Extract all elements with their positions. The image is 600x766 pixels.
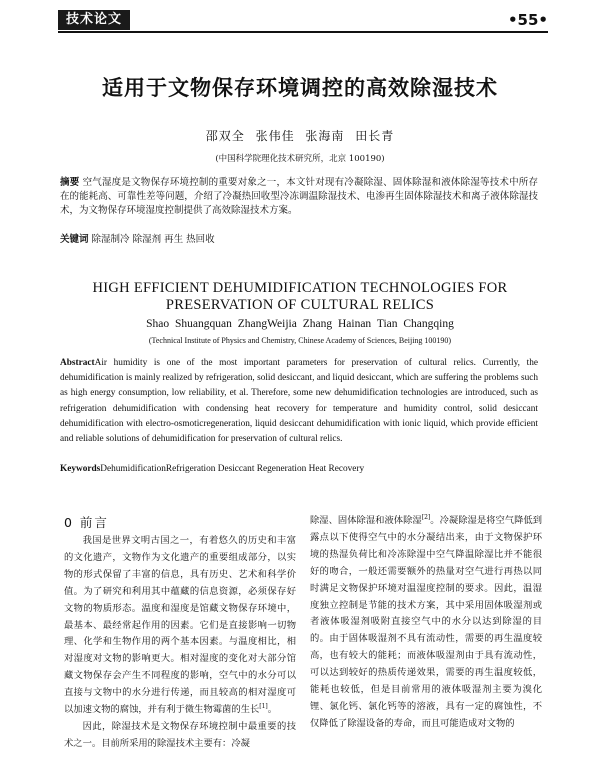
body-text: 除湿、固体除湿和液体除湿 (310, 515, 422, 526)
chinese-affiliation: (中国科学院理化技术研究所，北京 100190) (215, 154, 385, 164)
section-label: 技术论文 (58, 10, 130, 30)
section-heading-introduction: 0 前言 (64, 515, 109, 530)
chinese-authors: 邵双全 张伟佳 张海南 田长青 (205, 129, 395, 143)
header-rule (58, 31, 548, 33)
body-paragraph (64, 533, 296, 719)
chinese-abstract-text: 空气湿度是文物保存环境控制的重要对象之一，本文针对现有冷凝除湿、固体除湿和液体除湿等技术中所存在的能耗高、可靠性差等问题，介绍了冷凝热回收型冷冻调温除湿技术、电渗再生固体除湿技术和离子液体除湿技术，为文物保存环境湿度控制提供了高效除湿技术方案。 (60, 177, 538, 216)
body-text: 。 (267, 704, 278, 716)
chinese-keywords-text: 除湿制冷 除湿剂 再生 热回收 (91, 234, 215, 245)
body-paragraph (64, 719, 296, 753)
english-abstract (60, 356, 538, 447)
chinese-abstract (60, 176, 538, 218)
english-keywords (60, 462, 538, 476)
english-abstract-text: Air humidity is one of the most important parameters for preservation of cultural relics. Currently, the dehumidification is mainly realized by refrigeration, solid desiccant, and liquid desiccant, which are suffering the problems such as high energy consumption, low reliability, et al. Therefore, some new dehumidification technologies are introduced, such as refrigeration dehumidification with condensing heat recovery for temperature and humidity control, solid desiccant dehumidification with electro-osmoticregeneration, liquid desiccant dehumidification with ionic liquid, which provide efficient and reliable solutions of dehumidification for preservation of cultural relics. (60, 358, 538, 445)
english-keywords-text: DehumidificationRefrigeration Desiccant Regeneration Heat Recovery (100, 464, 365, 474)
chinese-abstract-label: 摘要 (60, 177, 80, 188)
chinese-title: 适用于文物保存环境调控的高效除湿技术 (102, 76, 498, 100)
body-text: 我国是世界文明古国之一，有着悠久的历史和丰富的文化遗产，文物作为文化遗产的重要组成部分，以实物的形式保留了丰富的信息，具有历史、艺术和科学价值。为了研究和利用其中蕴藏的信息资源，必须保存好文物的物质形态。温度和湿度是馆藏文物保存环境中，最基本、最经常起作用的因素。它们是直接影响一切物理、化学和生物作用的两个基本因素。与温度相比，相对湿度对文物的影响更大。相对湿度的变化对大部分馆藏文物保存会产生不同程度的影响，空气中的水分可以直接与文物中的水分进行传递，而且较高的相对湿度可以加速文物的腐蚀，并有利于微生物霉菌的生长 (64, 535, 296, 716)
citation-ref: [1] (259, 702, 268, 710)
body-column-right (310, 513, 542, 733)
page-number: •55• (507, 11, 548, 29)
body-text: 。冷凝除湿是将空气降低到露点以下使得空气中的水分凝结出来，由于文物保护环境的热湿负荷比和冷冻除湿中空气降温除湿比并不能很好的吻合，一般还需要额外的热量对空气进行再热以同时满足文物保护环境对温湿度控制的要求。因此，温湿度独立控制是节能的技术方案，其中采用固体吸湿剂或者液体吸湿剂吸附直接空气中的水分以达到除湿的目的。由于固体吸湿剂不具有流动性，需要的再生温度较高，也有较大的能耗；而液体吸湿剂由于具有流动性，可以达到较好的热质传递效果，需要的再生温度较低，能耗也较低，但是目前常用的液体吸湿剂主要为溴化锂、氯化钙、氯化钙等的溶液，具有一定的腐蚀性，不仅降低了除湿设备的寿命，而且可能造成对文物的 (310, 515, 542, 729)
english-authors: Shao Shuangquan ZhangWeijia Zhang Hainan Tian Changqing (146, 318, 454, 330)
body-text: 因此，除湿技术是文物保存环境控制中最重要的技术之一。目前所采用的除湿技术主要有：冷凝 (64, 720, 296, 749)
page-header (58, 10, 548, 32)
english-abstract-label: Abstract (60, 358, 95, 368)
english-keywords-label: Keywords (60, 464, 101, 474)
english-affiliation: (Technical Institute of Physics and Chemistry, Chinese Academy of Sciences, Beijing 100190) (148, 336, 452, 345)
chinese-keywords-label: 关键词 (60, 234, 89, 245)
english-title (0, 280, 600, 314)
chinese-keywords (60, 233, 538, 247)
english-title-line-1: HIGH EFFICIENT DEHUMIDIFICATION TECHNOLOGIES FOR (92, 280, 508, 296)
english-title-line-2: PRESERVATION OF CULTURAL RELICS (165, 297, 435, 313)
body-paragraph (310, 513, 542, 733)
citation-ref: [2] (421, 513, 431, 521)
body-column-left (64, 533, 296, 753)
